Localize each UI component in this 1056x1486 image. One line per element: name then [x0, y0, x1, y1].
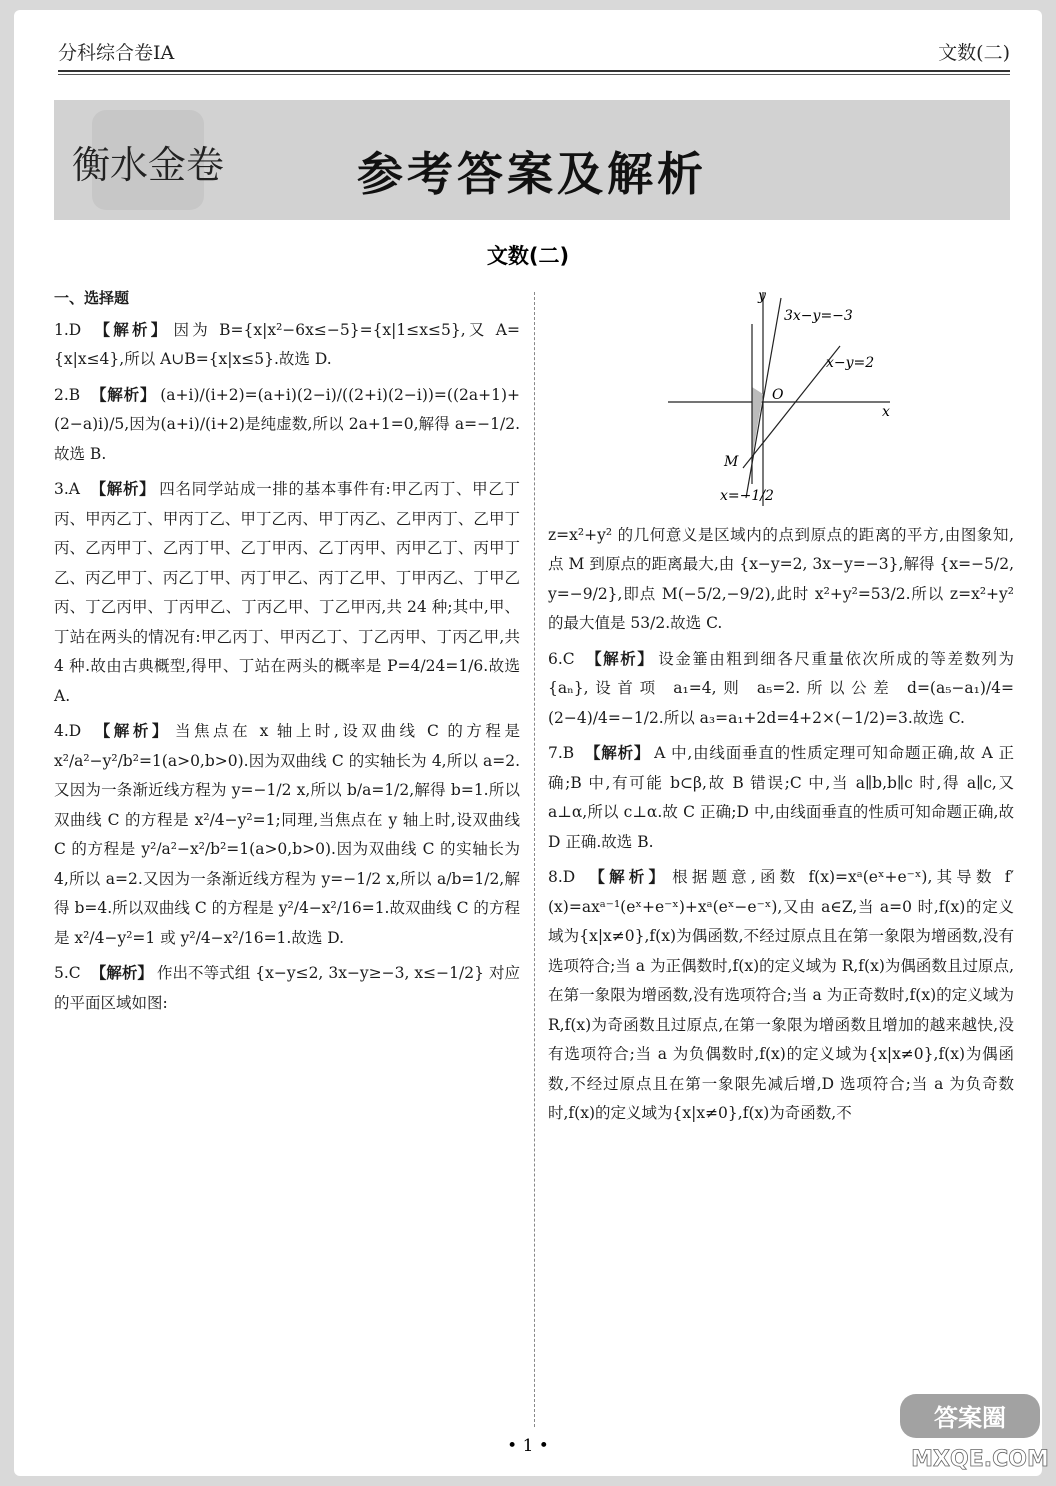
question-text: (a+i)/(i+2)=(a+i)(2−i)/((2+i)(2−i))=((2a+1)+(2−a)i)/5,因为(a+i)/(i+2)是纯虚数,所以 2a+1=0,解得 a=−1/2.故选 B.: [54, 385, 520, 463]
y-axis-label: y: [758, 288, 766, 304]
question-text: 设金箠由粗到细各尺重量依次所成的等差数列为{aₙ},设首项 a₁=4,则 a₅=2.所以公差 d=(a₅−a₁)/4=(2−4)/4=−1/2.所以 a₃=a₁+2d=4+2×(−1/2)=3.故选 C.: [548, 649, 1014, 727]
question-text: 因为 B={x|x²−6x≤−5}={x|1≤x≤5},又 A={x|x≤4},所以 A∪B={x|x≤5}.故选 D.: [54, 320, 520, 368]
question-number: 4.D: [54, 722, 82, 740]
question-number: 1.D: [54, 320, 82, 339]
line3-label: x=−1/2: [720, 488, 774, 504]
question-2: [54, 381, 520, 470]
question-number: 2.B: [54, 385, 81, 404]
header-right: 文数(二): [938, 42, 1010, 64]
column-divider: [534, 292, 535, 1427]
origin-label: O: [772, 387, 784, 403]
right-column: [548, 284, 1014, 1135]
question-1: [54, 316, 520, 375]
title-banner: [54, 100, 1010, 220]
analysis-tag: 【解析】: [89, 480, 156, 498]
section-title: 一、选择题: [54, 289, 130, 307]
logo-text: 衡水金卷: [71, 143, 225, 187]
left-column: [54, 284, 520, 1024]
question-text: A 中,由线面垂直的性质定理可知命题正确,故 A 正确;B 中,有可能 b⊂β,故 B 错误;C 中,当 a∥b,b∥c 时,得 a∥c,又 a⊥α,所以 c⊥α.故 C 正确;D 中,由线面垂直的性质可知命题正确,故 D 正确.故选 B.: [548, 744, 1014, 851]
page-subtitle: 文数(二): [486, 244, 570, 268]
header-left: 分科综合卷ⅠA: [58, 42, 175, 64]
feasible-region-graph: [548, 284, 1014, 510]
question-number: 8.D: [548, 868, 576, 886]
question-number: 3.A: [54, 480, 80, 498]
analysis-tag: 【解析】: [585, 868, 669, 886]
question-8: [548, 863, 1014, 1129]
question-7: [548, 739, 1014, 857]
point-m-label: M: [724, 454, 739, 470]
question-text: 当焦点在 x 轴上时,设双曲线 C 的方程是 x²/a²−y²/b²=1(a>0,b>0).因为双曲线 C 的实轴长为 4,所以 a=2.又因为一条渐近线方程为 y=−1/2 x,所以 b/a=1/2,解得 b=1.所以双曲线 C 的方程是 x²/4−y²=1;同理,当焦点在 y 轴上时,设双曲线 C 的方程是 y²/a²−x²/b²=1(a>0,b>0).因为双曲线 C 的实轴长为 4,所以 a=2.又因为一条渐近线方程为 y=−1/2 x,所以 a/b=1/2,解得 b=4.所以双曲线 C 的方程是 y²/4−x²/16=1.故双曲线 C 的方程是 x²/4−y²=1 或 y²/4−x²/16=1.故选 D.: [54, 722, 520, 947]
banner-title: 参考答案及解析: [357, 147, 707, 201]
analysis-tag: 【解析】: [584, 649, 655, 668]
question-5-cont: [548, 521, 1014, 639]
question-text: 作出不等式组 {x−y≤2, 3x−y≥−3, x≤−1/2} 对应的平面区域如图:: [54, 964, 520, 1012]
analysis-tag: 【解析】: [90, 964, 153, 982]
question-number: 7.B: [548, 744, 575, 762]
analysis-tag: 【解析】: [91, 320, 170, 339]
question-text: 根据题意,函数 f(x)=xᵃ(eˣ+e⁻ˣ),其导数 f′(x)=axᵃ⁻¹(eˣ+e⁻ˣ)+xᵃ(eˣ−e⁻ˣ),又由 a∈Z,当 a=0 时,f(x)的定义域为{x|x≠0},f(x)为偶函数,不经过原点且在第一象限为增函数,没有选项符合;当 a 为正偶数时,f(x)的定义域为 R,f(x)为偶函数且过原点,在第一象限为增函数,没有选项符合;当 a 为正奇数时,f(x)的定义域为 R,f(x)为奇函数且过原点,在第一象限为增函数且增加的越来越快,没有选项符合;当 a 为负偶数时,f(x)的定义域为{x|x≠0},f(x)为偶函数,不经过原点且在第一象限先减后增,D 选项符合;当 a 为负奇数时,f(x)的定义域为{x|x≠0},f(x)为奇函数,不: [548, 868, 1014, 1122]
feasible-region: [752, 387, 763, 458]
watermark-url: MXQE.COM: [911, 1447, 1049, 1472]
x-axis-label: x: [882, 404, 890, 420]
watermark-title: 答案圈: [934, 1404, 1006, 1432]
question-number: 6.C: [548, 649, 575, 668]
line1-label: 3x−y=−3: [784, 308, 853, 324]
analysis-tag: 【解析】: [90, 385, 157, 404]
question-number: 5.C: [54, 964, 81, 982]
question-text: 四名同学站成一排的基本事件有:甲乙丙丁、甲乙丁丙、甲丙乙丁、甲丙丁乙、甲丁乙丙、甲丁丙乙、乙甲丙丁、乙甲丁丙、乙丙甲丁、乙丙丁甲、乙丁甲丙、乙丁丙甲、丙甲乙丁、丙甲丁乙、丙乙甲丁、丙乙丁甲、丙丁甲乙、丙丁乙甲、丁甲丙乙、丁甲乙丙、丁乙丙甲、丁丙甲乙、丁丙乙甲、丁乙甲丙,共 24 种;其中,甲、丁站在两头的情况有:甲乙丙丁、甲丙乙丁、丁乙丙甲、丁丙乙甲,共 4 种.故由古典概型,得甲、丁站在两头的概率是 P=4/24=1/6.故选 A.: [54, 480, 520, 705]
question-text: z=x²+y² 的几何意义是区域内的点到原点的距离的平方,由图象知,点 M 到原点的距离最大,由 {x−y=2, 3x−y=−3},解得 {x=−5/2, y=−9/2},即点 M(−5/2,−9/2),此时 x²+y²=53/2.所以 z=x²+y² 的最大值是 53/2.故选 C.: [548, 525, 1014, 632]
question-4: [54, 717, 520, 953]
question-3: [54, 475, 520, 711]
header-rule: [58, 74, 1010, 75]
question-6: [548, 645, 1014, 734]
analysis-tag: 【解析】: [91, 722, 171, 740]
line2-label: x−y=2: [826, 355, 875, 371]
page-number: • 1 •: [507, 1436, 549, 1456]
question-5: [54, 959, 520, 1018]
analysis-tag: 【解析】: [584, 744, 651, 762]
watermark-logo-icon: [860, 1390, 1050, 1480]
page-header: [58, 34, 1010, 72]
